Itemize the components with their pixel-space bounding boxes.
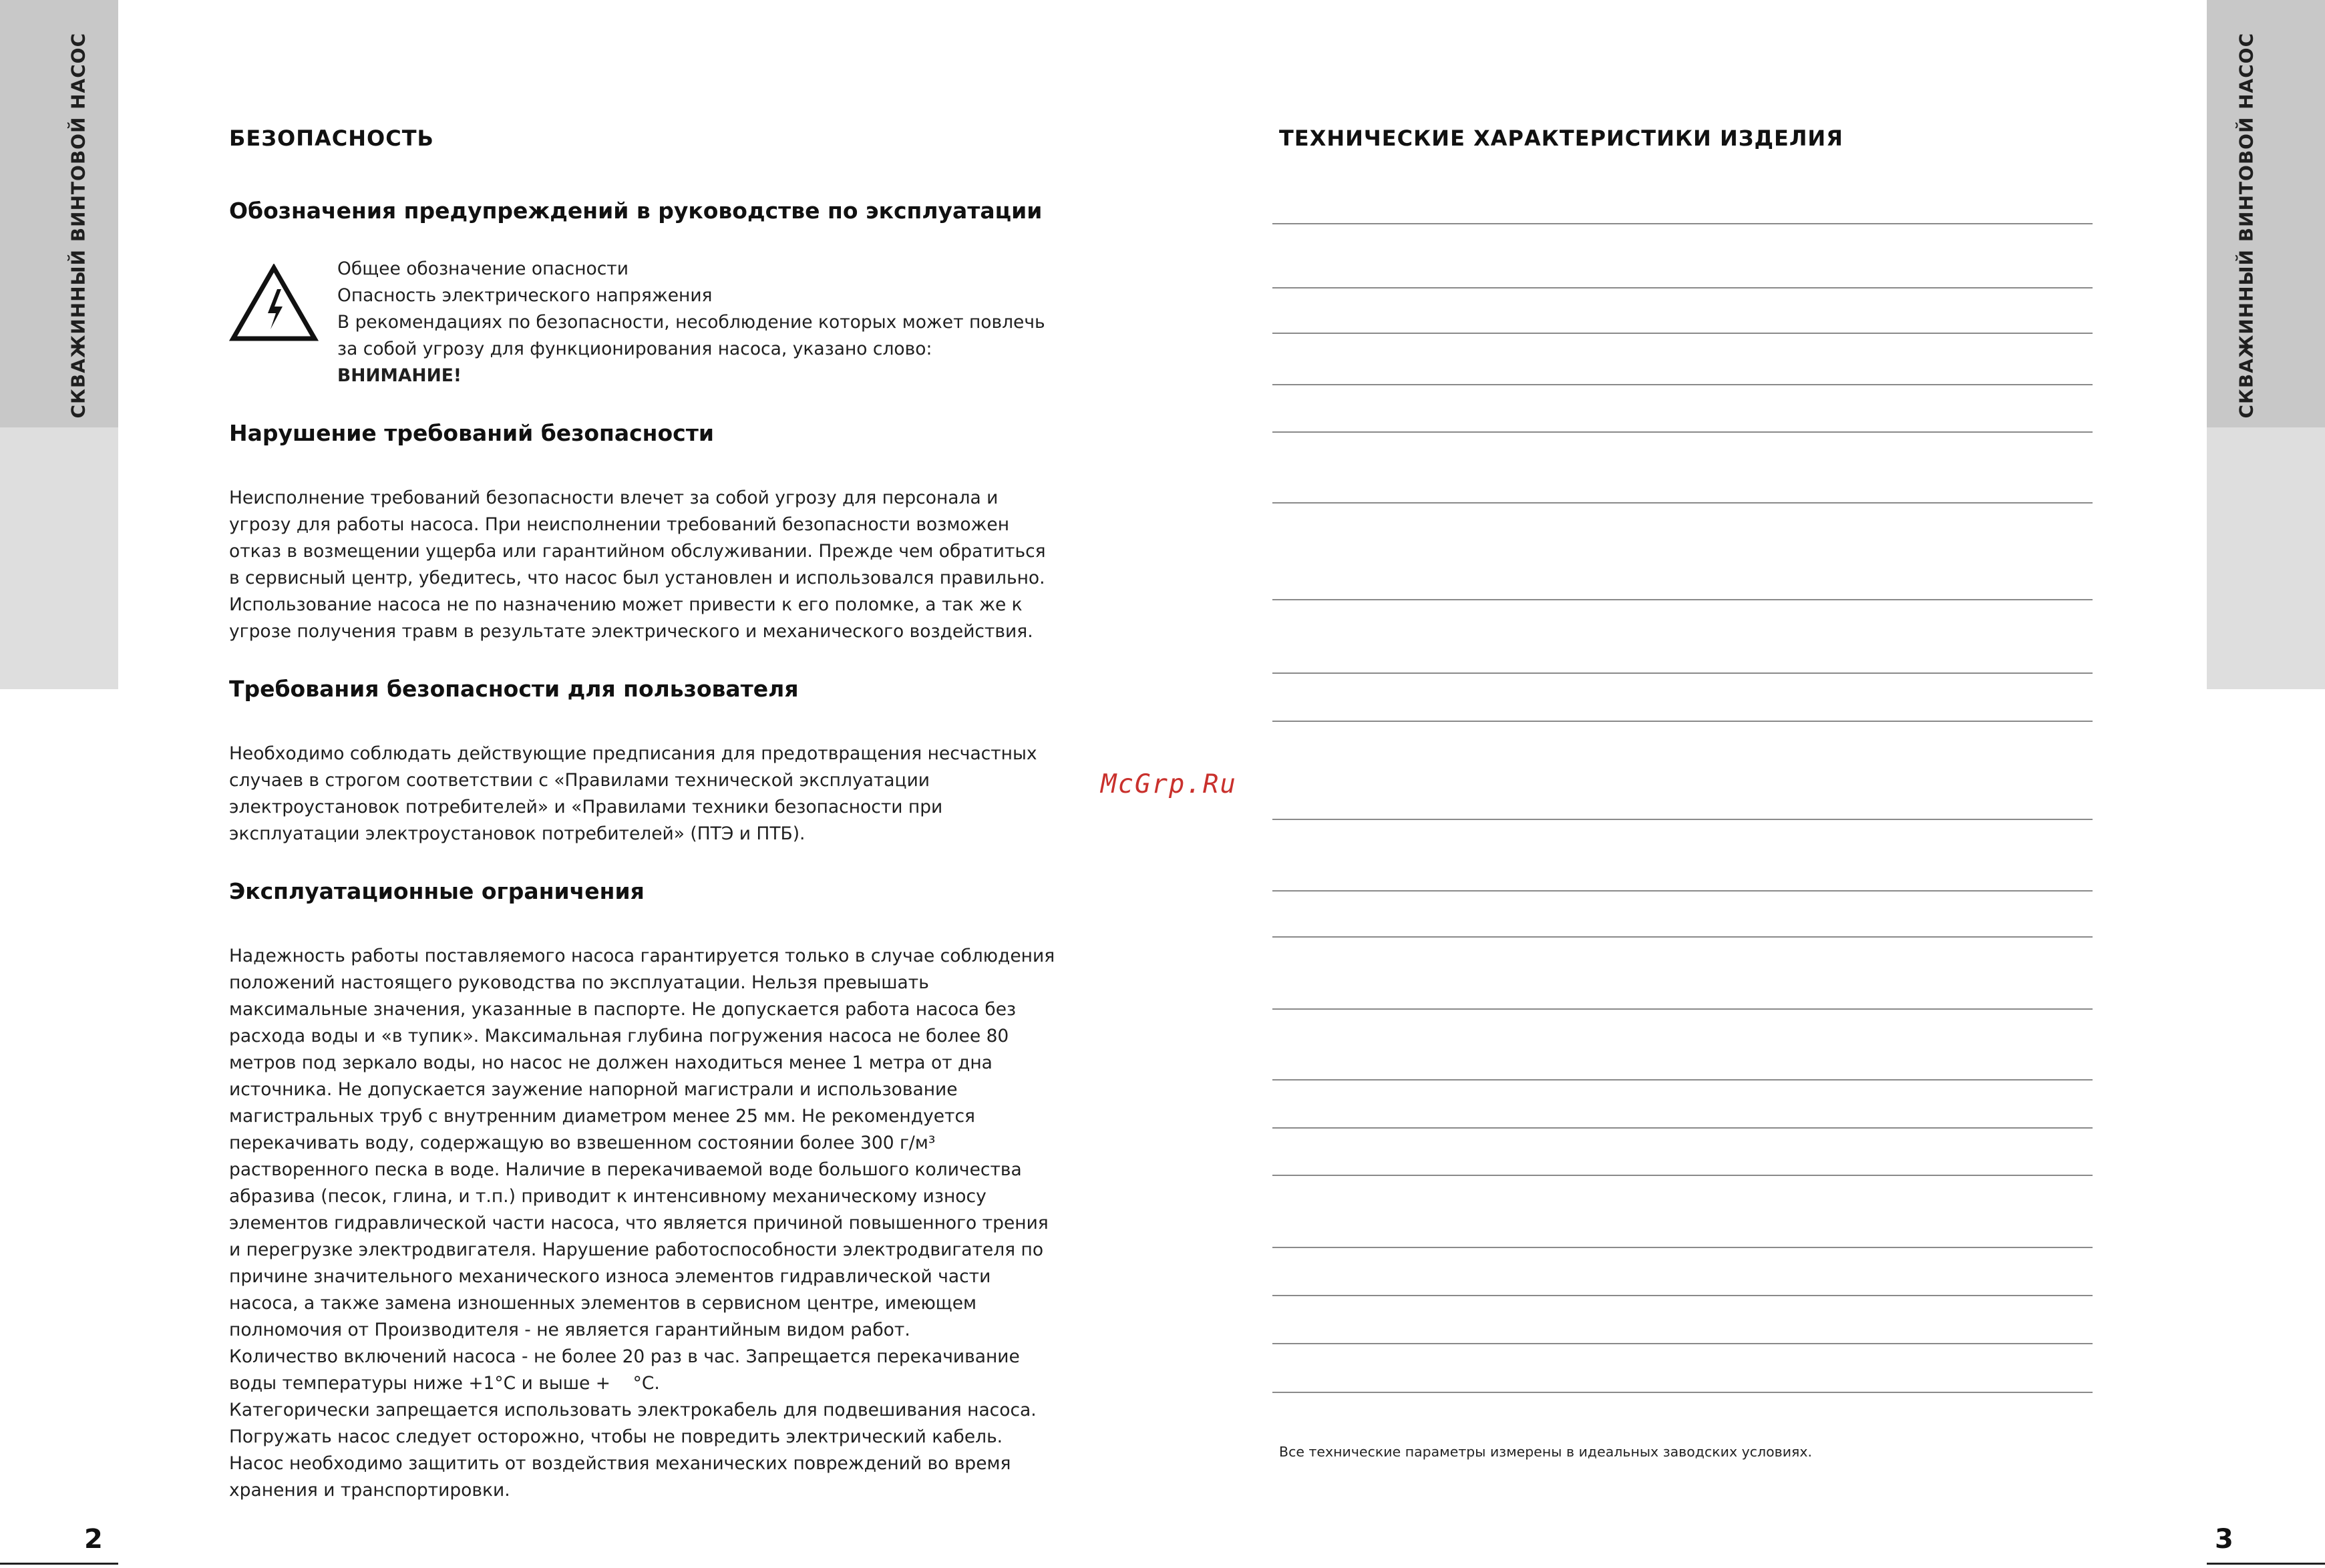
spec-row-line (1272, 599, 2093, 600)
violation-text: Неисполнение требований безопасности влечет за собой угрозу для персонала и угрозу для работы насоса. При неисполнении требований безопасности возможен отказ в возмещении ущерба или гарантийном обслуживании. Прежде чем обратиться в сервисный центр, убедитесь, что насос был установлен и использовался правильно. Использование насоса не по назначению может привести к его поломке, а так же к угрозе получения травм в результате электрического и механического воздействия. (229, 487, 1046, 642)
attention-keyword: ВНИМАНИЕ! (337, 365, 462, 386)
watermark: McGrp.Ru (1101, 769, 1237, 799)
spec-row-line (1272, 1079, 2093, 1081)
warning-line-attention (337, 309, 1057, 389)
spec-row-line (1272, 1175, 2093, 1176)
spec-row-line (1272, 1343, 2093, 1344)
spec-row-line (1272, 287, 2093, 288)
spec-row-line (1272, 672, 2093, 674)
right-side-tab-label: СКВАЖИННЫЙ ВИНТОВОЙ НАСОС (2235, 32, 2258, 419)
specs-title: ТЕХНИЧЕСКИЕ ХАРАКТЕРИСТИКИ ИЗДЕЛИЯ (1279, 126, 1843, 151)
left-side-tab (0, 0, 118, 427)
right-side-tab-lower (2207, 427, 2325, 689)
spec-row-line (1272, 1392, 2093, 1393)
operating-limits-text: Надежность работы поставляемого насоса гарантируется только в случае соблюдения положений настоящего руководства по эксплуатации. Нельзя превышать максимальные значения, указанные в паспорте. Не допускается работа насоса без расхода воды и «в тупик». Максимальная глубина погружения насоса не более 80 метров под зеркало воды, но насос не должен находиться менее 1 метра от дна источника. Не допускается заужение напорной магистрали и использование магистральных труб с внутренним диаметром менее 25 мм. Не рекомендуется перекачивать воду, содержащую во взвешенном состоянии более 300 г/м³ растворенного песка в воде. Наличие в перекачиваемой воде большого количества абразива (песок, глина, и т.п.) приводит к интенсивному механическому износу элементов гидравлической части насоса, что является причиной повышенного трения и перегрузке электродвигателя. Нарушение работоспособности электродвигателя по причине значительного механического износа элементов гидравлической части насоса, а также замена изношенных элементов в сервисном центре, имеющем полномочия от Производителя - не является гарантийным видом работ. (229, 946, 1055, 1340)
spec-row-line (1272, 1247, 2093, 1248)
spec-row-line (1272, 1008, 2093, 1010)
warnings-heading: Обозначения предупреждений в руководстве по эксплуатации (229, 198, 1043, 224)
operating-limits-heading: Эксплуатационные ограничения (229, 878, 645, 904)
page-number-left: 2 (84, 1524, 103, 1555)
footer-line-right (2207, 1563, 2325, 1565)
spec-row-line (1272, 431, 2093, 433)
operating-limits-storage: Насос необходимо защитить от воздействия механических повреждений во время хранения и транспортировки. (229, 1453, 1011, 1501)
high-voltage-warning-icon (229, 264, 319, 343)
spec-row-line (1272, 890, 2093, 892)
spec-row-line (1272, 936, 2093, 938)
user-requirements-text: Необходимо соблюдать действующие предписания для предотвращения несчастных случаев в строгом соответствии с «Правилами технической эксплуатации электроустановок потребителей» и «Правилами техники безопасности при эксплуатации электроустановок потребителей» (ПТЭ и ПТБ). (229, 743, 1037, 844)
spec-row-line (1272, 721, 2093, 722)
warning-line-electric: Опасность электрического напряжения (337, 285, 713, 306)
warning-text (337, 256, 1057, 389)
spec-row-line (1272, 502, 2093, 504)
spec-row-line (1272, 223, 2093, 224)
spec-row-line (1272, 1295, 2093, 1296)
specs-section (1279, 120, 2094, 151)
footer-line-left (0, 1563, 118, 1565)
page-number-right: 3 (2215, 1524, 2233, 1555)
spec-row-line (1272, 333, 2093, 334)
user-requirements-heading: Требования безопасности для пользователя (229, 676, 799, 702)
safety-section (229, 120, 1057, 1504)
right-side-tab (2207, 0, 2325, 427)
spec-row-line (1272, 384, 2093, 385)
left-side-tab-label: СКВАЖИННЫЙ ВИНТОВОЙ НАСОС (67, 32, 90, 419)
violation-heading: Нарушение требований безопасности (229, 420, 714, 446)
warning-line-attention-text: В рекомендациях по безопасности, несоблюдение которых может повлечь за собой угрозу для функционирования насоса, указано слово: (337, 312, 1045, 359)
page-title: БЕЗОПАСНОСТЬ (229, 126, 434, 151)
spec-row-line (1272, 1127, 2093, 1129)
warning-line-general: Общее обозначение опасности (337, 258, 629, 279)
specs-footnote: Все технические параметры измерены в идеальных заводских условиях. (1279, 1444, 1813, 1460)
spec-row-line (1272, 819, 2093, 820)
operating-limits-cable: Категорически запрещается использовать электрокабель для подвешивания насоса. Погружать насос следует осторожно, чтобы не повредить электрический кабель. (229, 1400, 1037, 1447)
operating-limits-switching: Количество включений насоса - не более 20 раз в час. Запрещается перекачивание воды температуры ниже +1°С и выше + °С. (229, 1346, 1026, 1394)
left-side-tab-lower (0, 427, 118, 689)
warning-block (229, 256, 1057, 389)
